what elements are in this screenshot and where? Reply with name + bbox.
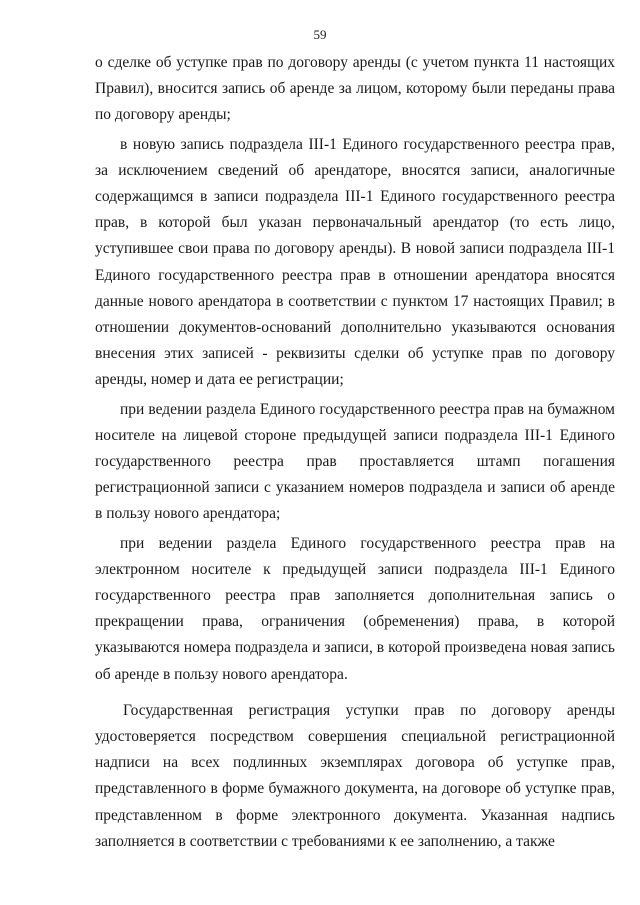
document-text — [95, 50, 615, 855]
paragraph-electronic-register: при ведении раздела Единого государственного реестра прав на электронном носителе к предыдущей записи подраздела III-1 Единого государственного реестра прав заполняется дополнительная запись о прекращении права, ограничения (обременения) права, в которой указываются номера подраздела и записи, в которой произведена новая запись об аренде в пользу нового арендатора. — [95, 534, 615, 683]
paragraph-paper-register: при ведении раздела Единого государственного реестра прав на бумажном носителе на лицевой стороне предыдущей записи подраздела III-1 Единого государственного реестра прав проставляется штамп погашения регистрационной записи с указанием номеров подраздела и записи об аренде в пользу нового арендатора; — [95, 400, 615, 523]
paragraph-continuation: о сделке об уступке прав по договору аренды (с учетом пункта 11 настоящих Правил), вносится запись об аренде за лицом, которому были переданы права по договору аренды; — [95, 54, 615, 124]
page-number: 59 — [313, 27, 327, 42]
paragraph-new-record: в новую запись подраздела III-1 Единого государственного реестра прав, за исключением сведений об арендаторе, вносятся записи, аналогичные содержащимся в записи подраздела III-1 Единого государственного реестра прав, в которой был указан первоначальный арендатор (то есть лицо, уступившее свои права по договору аренды). В новой записи подраздела III-1 Единого государственного реестра прав в отношении арендатора вносятся данные нового арендатора в соответствии с пунктом 17 настоящих Правил; в отношении документов-оснований дополнительно указываются основания внесения этих записей - реквизиты сделки об уступке прав по договору аренды, номер и дата ее регистрации; — [95, 135, 615, 389]
paragraph-state-registration: Государственная регистрация уступки прав по договору аренды удостоверяется посредством совершения специальной регистрационной надписи на всех подлинных экземплярах договора об уступке прав, представленного в форме бумажного документа, на договоре об уступке прав, представленном в форме электронного документа. Указанная надпись заполняется в соответствии с требованиями к ее заполнению, а также — [95, 701, 615, 850]
